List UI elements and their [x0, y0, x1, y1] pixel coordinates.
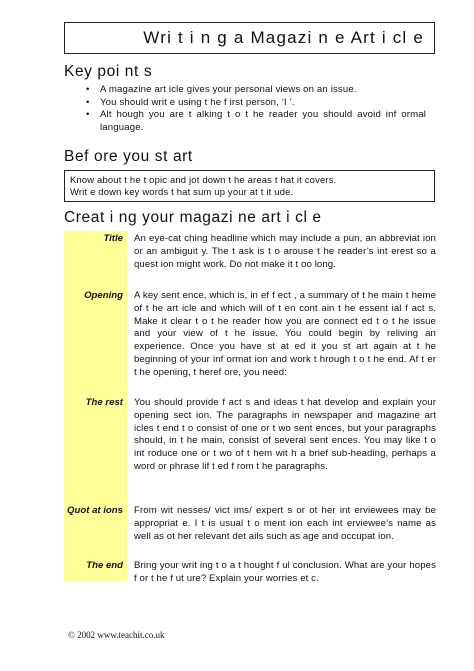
- copyright-footer: © 2002 www.teachit.co.uk: [68, 630, 165, 640]
- definition-the-end: Bring your writ ing t o a t hought f ul conclusion. What are your hopes f or t he f ut ure? Explain your worries et c.: [134, 560, 436, 584]
- definition-title: An eye-cat ching headline which may include a pun, an abbreviat ion or an ambiguit y. The t ask is t o arouse t he reader’s int erest so a quest ion might work. Do not make it t oo long.: [134, 233, 436, 270]
- term-opening: Opening: [84, 290, 123, 301]
- creating-heading: Creat i ng your magazi ne art i cl e: [64, 209, 322, 226]
- term-title: Title: [103, 233, 123, 244]
- key-point-item: • Alt hough you are t alking t o t he reader you should avoid inf ormal language.: [86, 109, 426, 133]
- bullet-icon: •: [86, 109, 90, 121]
- key-points-heading: Key poi nt s: [64, 63, 153, 80]
- before-line: Writ e down key words t hat sum up your at t it ude.: [70, 186, 294, 198]
- before-line: Know about t he t opic and jot down t he areas t hat it covers.: [70, 174, 337, 185]
- key-point-item: • You should writ e using t he f irst person, ‘I ’.: [86, 96, 295, 108]
- before-heading: Bef ore you st art: [64, 148, 193, 165]
- definition-opening: A key sent ence, which is, in ef f ect , a summary of t he main t heme of t he art icle and which will of t en cont ain t he essent ial f act s. Make it clear t o t he reader how you are connect ed t o t he issue and your view of t he issue. You could begin by reliving an experience. Once you have st at ed it you st art again at t he beginning of your inf ormat ion and work t hrough t o t he end. Af t er t he opening, t heref ore, you need:: [134, 290, 436, 378]
- key-points-list: [86, 84, 426, 134]
- term-the-rest: The rest: [85, 397, 123, 408]
- bullet-icon: •: [86, 96, 90, 108]
- page-title: Wri t i n g a Magazi n e Art i cl e: [143, 28, 424, 47]
- term-quotations: Quot at ions: [67, 505, 123, 516]
- key-point-item: • A magazine art icle gives your personal views on an issue.: [86, 84, 357, 95]
- definition-quotations: From wit nesses/ vict ims/ expert s or ot her int erviewees may be appropriat e. I t is usual t o ment ion each int erviewee’s name as well as ot her relevant det ails such as age and occupat ion.: [134, 505, 436, 542]
- term-the-end: The end: [86, 560, 123, 571]
- definition-the-rest: You should provide f act s and ideas t hat develop and explain your opening sect ion. The paragraphs in newspaper and magazine art icles t end t o consist of one or t wo sent ences, but your paragraphs should, in t he main, consist of several sent ences. You may like t o int roduce one or t wo of t hem wit h a brief sub-heading, perhaps a word or phrase lif t ed f rom t he paragraphs.: [134, 397, 436, 472]
- before-box: [64, 170, 435, 202]
- bullet-icon: •: [86, 84, 90, 95]
- title-box: [64, 22, 435, 54]
